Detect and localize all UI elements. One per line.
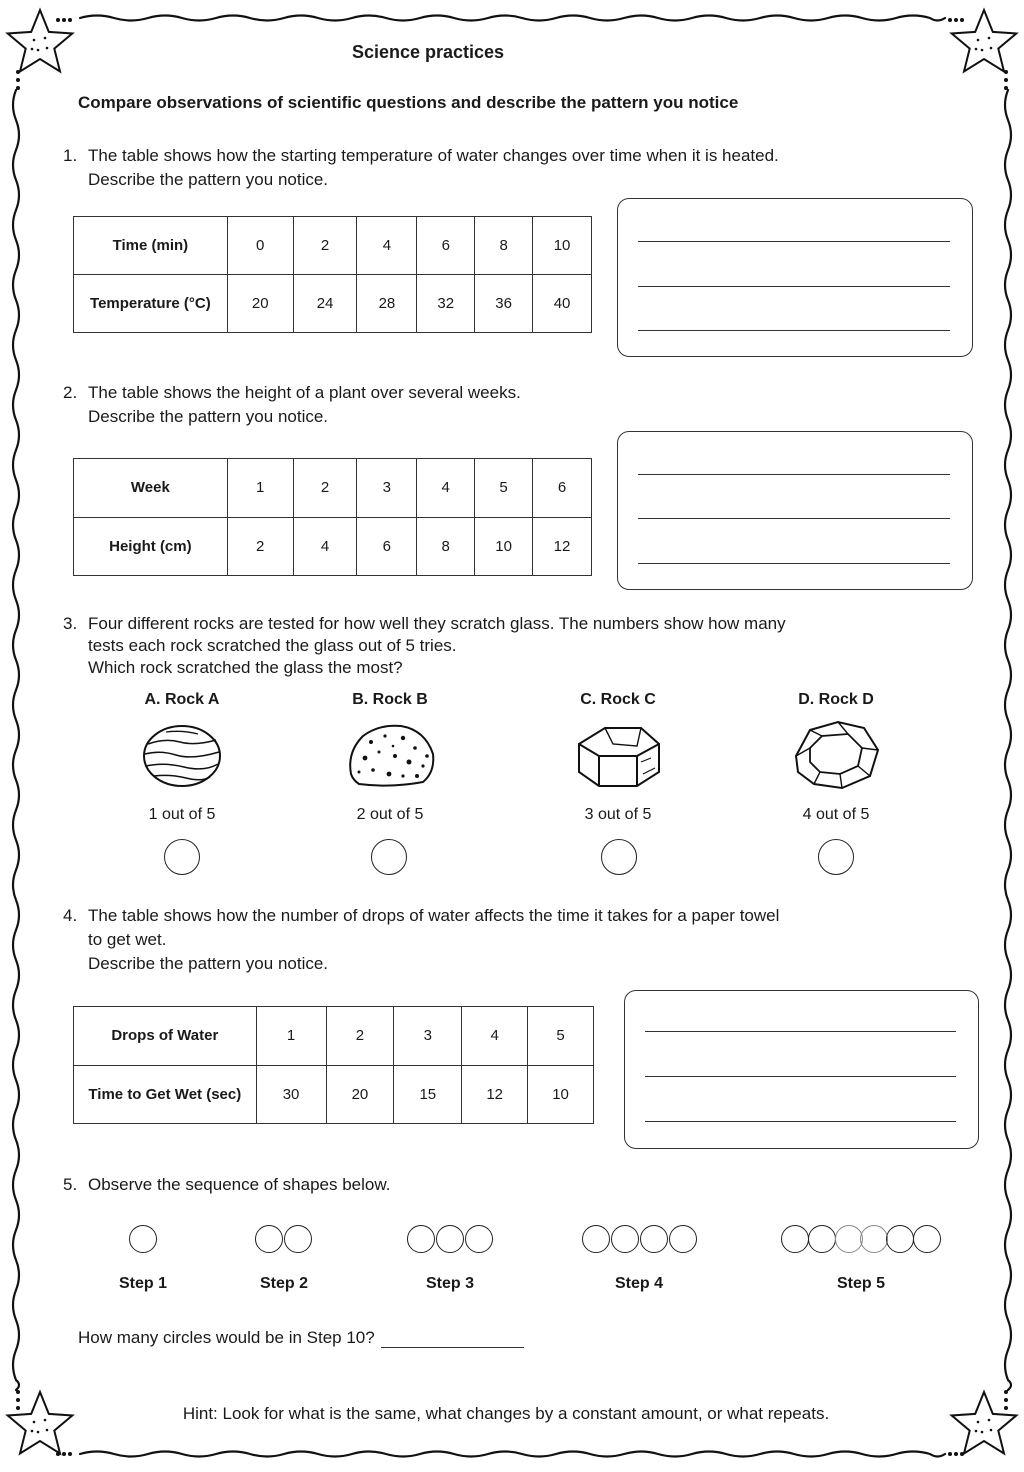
step-5-label: Step 5 (836, 1275, 885, 1292)
table-row (74, 275, 592, 333)
table-cell: 4 (417, 459, 475, 518)
table-cell: 1 (256, 1007, 326, 1066)
rock-d-count: 4 out of 5 (802, 806, 870, 823)
step-1-label: Step 1 (118, 1275, 167, 1292)
border-dot (16, 86, 20, 90)
question-1 (63, 144, 903, 192)
border-line (1005, 90, 1011, 1390)
table-cell: 12 (533, 517, 592, 576)
table-row (74, 517, 592, 576)
border-dot (1004, 1390, 1008, 1394)
table-cell: 1 (227, 459, 293, 518)
step-4-label: Step 4 (614, 1275, 663, 1292)
star-speckle (990, 1429, 993, 1432)
table-cell: 24 (293, 275, 357, 333)
question-text: The table shows how the starting temperature of water changes over time when it is heated. (88, 146, 779, 165)
table-header-cell: Time (min) (74, 217, 228, 275)
table-cell: 20 (227, 275, 293, 333)
table-row (74, 459, 592, 518)
drops-table (73, 1006, 594, 1124)
question-3 (63, 612, 903, 680)
border-dot (68, 18, 72, 22)
step-2-label: Step 2 (259, 1275, 308, 1292)
table-cell: 2 (227, 517, 293, 576)
sequence-circle (669, 1225, 697, 1253)
question-number: 1. (63, 146, 78, 165)
cube-rock-icon (575, 722, 663, 790)
page-title: Science practices (351, 42, 505, 62)
crystal-rock-icon (792, 720, 880, 790)
table-cell: 12 (462, 1065, 528, 1124)
table-cell: 5 (475, 459, 533, 518)
table-cell: 10 (528, 1065, 594, 1124)
plant-height-table (73, 458, 592, 576)
question-text: Which rock scratched the glass the most? (88, 658, 403, 677)
prompt-text: How many circles would be in Step 10? (78, 1328, 375, 1347)
sequence-circle (284, 1225, 312, 1253)
border-dot (1004, 1398, 1008, 1402)
answer-line[interactable] (638, 330, 950, 331)
question-text: Four different rocks are tested for how well they scratch glass. The numbers show how many (88, 614, 786, 633)
layered-rock-icon (140, 722, 224, 788)
sequence-circle (436, 1225, 464, 1253)
answer-line[interactable] (645, 1121, 956, 1122)
sequence-circle (129, 1225, 157, 1253)
star-speckle (975, 1430, 978, 1433)
question-2 (63, 381, 903, 429)
sequence-circle (640, 1225, 668, 1253)
question-text: Describe the pattern you notice. (88, 954, 329, 973)
answer-line[interactable] (638, 563, 950, 564)
rock-b-count: 2 out of 5 (356, 806, 424, 823)
sequence-circle (611, 1225, 639, 1253)
answer-box-q4[interactable] (624, 990, 979, 1149)
table-cell: 4 (462, 1007, 528, 1066)
sequence-circle (860, 1225, 888, 1253)
star-speckle (37, 1431, 40, 1434)
star-speckle (44, 37, 47, 40)
answer-line[interactable] (645, 1031, 956, 1032)
question-5 (63, 1173, 903, 1197)
sequence-circle (407, 1225, 435, 1253)
question-text: Describe the pattern you notice. (88, 407, 329, 426)
table-cell: 4 (293, 517, 357, 576)
sequence-circle (781, 1225, 809, 1253)
border-dot (62, 1452, 66, 1456)
table-cell: 2 (293, 459, 357, 518)
border-dot (1004, 86, 1008, 90)
answer-box-q2[interactable] (617, 431, 973, 590)
step-3-label: Step 3 (425, 1275, 474, 1292)
border-dot (954, 18, 958, 22)
question-number: 4. (63, 906, 78, 925)
border-line (13, 90, 19, 1390)
star-speckle (977, 39, 980, 42)
sequence-circle (582, 1225, 610, 1253)
table-cell: 15 (394, 1065, 462, 1124)
question-number: 5. (63, 1175, 78, 1194)
answer-line[interactable] (638, 474, 950, 475)
table-cell: 10 (533, 217, 592, 275)
question-text: The table shows how the number of drops of water affects the time it takes for a paper towel (88, 906, 780, 925)
table-cell: 10 (475, 517, 533, 576)
table-header-cell: Week (74, 459, 228, 518)
table-cell: 36 (475, 275, 533, 333)
table-cell: 40 (533, 275, 592, 333)
sequence-circle (808, 1225, 836, 1253)
border-dot (62, 18, 66, 22)
sequence-circle (255, 1225, 283, 1253)
table-cell: 2 (293, 217, 357, 275)
table-cell: 2 (326, 1007, 394, 1066)
table-header-cell: Time to Get Wet (sec) (74, 1065, 257, 1124)
temperature-table (73, 216, 592, 333)
star-speckle (33, 39, 36, 42)
speckled-rock-icon (345, 722, 437, 790)
answer-blank[interactable] (381, 1329, 524, 1348)
answer-line[interactable] (638, 241, 950, 242)
sequence-circle (913, 1225, 941, 1253)
border-dot (68, 1452, 72, 1456)
table-cell: 8 (417, 517, 475, 576)
star-speckle (981, 1431, 984, 1434)
sequence-circle (886, 1225, 914, 1253)
border-dot (16, 78, 20, 82)
answer-line[interactable] (638, 518, 950, 519)
instruction-heading: Compare observations of scientific questions and describe the pattern you notice (78, 93, 739, 112)
question-4 (63, 904, 903, 976)
question-number: 3. (63, 614, 78, 633)
table-header-cell: Temperature (°C) (74, 275, 228, 333)
border-line (80, 1452, 945, 1457)
table-cell: 6 (417, 217, 475, 275)
star-speckle (990, 47, 993, 50)
table-cell: 28 (357, 275, 417, 333)
answer-line[interactable] (645, 1076, 956, 1077)
border-dot (16, 1398, 20, 1402)
table-row (74, 1065, 594, 1124)
table-cell: 5 (528, 1007, 594, 1066)
star-speckle (975, 48, 978, 51)
rock-c-count: 3 out of 5 (584, 806, 652, 823)
rock-d-label: D. Rock D (798, 691, 874, 708)
rock-c-radio[interactable] (601, 839, 637, 875)
question-text: to get wet. (88, 930, 167, 949)
border-dot (948, 1452, 952, 1456)
table-cell: 20 (326, 1065, 394, 1124)
rock-a-radio[interactable] (164, 839, 200, 875)
question-text: tests each rock scratched the glass out of 5 tries. (88, 636, 457, 655)
star-speckle (46, 1429, 49, 1432)
sequence-circle (465, 1225, 493, 1253)
step-10-prompt (78, 1328, 524, 1348)
table-cell: 6 (357, 517, 417, 576)
question-text: The table shows the height of a plant over several weeks. (88, 383, 521, 402)
sequence-circle (835, 1225, 863, 1253)
table-cell: 6 (533, 459, 592, 518)
rock-b-radio[interactable] (371, 839, 407, 875)
question-text: Observe the sequence of shapes below. (88, 1175, 391, 1194)
rock-c-label: C. Rock C (580, 691, 656, 708)
border-dot (954, 1452, 958, 1456)
star-speckle (31, 1430, 34, 1433)
rock-b-label: B. Rock B (352, 691, 428, 708)
border-dot (56, 18, 60, 22)
table-cell: 8 (475, 217, 533, 275)
rock-d-radio[interactable] (818, 839, 854, 875)
table-header-cell: Height (cm) (74, 517, 228, 576)
border-dot (948, 18, 952, 22)
rock-a-label: A. Rock A (144, 691, 220, 708)
table-header-cell: Drops of Water (74, 1007, 257, 1066)
table-cell: 3 (394, 1007, 462, 1066)
border-line (80, 16, 945, 21)
table-row (74, 1007, 594, 1066)
question-number: 2. (63, 383, 78, 402)
table-cell: 32 (417, 275, 475, 333)
table-row (74, 217, 592, 275)
hint-text: Hint: Look for what is the same, what changes by a constant amount, or what repeats. (182, 1404, 830, 1423)
table-cell: 3 (357, 459, 417, 518)
answer-line[interactable] (638, 286, 950, 287)
star-speckle (988, 37, 991, 40)
border-dot (960, 18, 964, 22)
border-dot (1004, 78, 1008, 82)
question-text: Describe the pattern you notice. (88, 170, 329, 189)
table-cell: 0 (227, 217, 293, 275)
answer-box-q1[interactable] (617, 198, 973, 357)
rock-a-count: 1 out of 5 (148, 806, 216, 823)
border-dot (16, 1390, 20, 1394)
table-cell: 30 (256, 1065, 326, 1124)
star-speckle (981, 49, 984, 52)
table-cell: 4 (357, 217, 417, 275)
